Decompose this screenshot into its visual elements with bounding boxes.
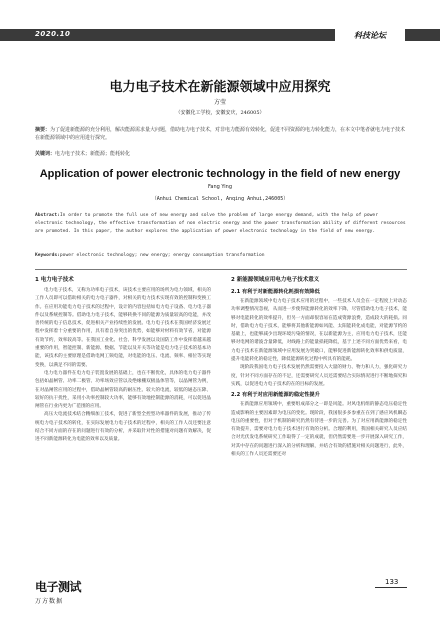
page-number: 133: [385, 578, 399, 586]
issue-date: 2020.10: [35, 30, 71, 38]
paragraph: 电力电子技术，又称为功率电子技术，该技术主要应用的场所为电力领域，相关的工作人员即可以借助相关的电力电子器件，对相关的电力技术实现有效的控制和变换工作。在应用功能电力电子技术的过程中，设计的内容包括如电力电子设备、电力电子器件以及系统控制等。借助电力电子技术，能够转换不同的能源为质量较高的电能，并改善传统的电子信息技术，促进相关产业持续性的发展。电力电子技术在我国经济发展过程中发挥着十分重要的作用，具有着自身突出的优势，如能够对材料有效节省，对能源有效节约，效率较高等。在我国工业化、社会、科学发展以及国防工作中发挥着越来越重要的作用，智能控制、新能源、数据、节能以及开关等功能是电力电子技术的基本功能，该技术的主要原理是借助电网工频电能，对电能的电压、电流、频率、相位等实现变换，以满足不同的需要。: [35, 288, 211, 368]
paragraph: 高压大电流技术结合精细加工技术，促进了新型全控型功率器件的发展，推动了传统电力电子技术的转化，在实际发展电力电子技术的过程中，相关的工作人员还要注意结合不同方面的存在的问题进行有效的分析，并采取针对性的措施对问题有效解决，促进不同新能源转化为电能的效率以及质量。: [35, 412, 211, 443]
paper-title-cn: 电力电子技术在新能源领域中应用探究: [109, 80, 331, 95]
affiliation-cn: （安徽化工学校，安徽安庆，246005）: [175, 110, 265, 116]
author-en: Fang Ying: [207, 184, 233, 190]
keywords-label-en: Keywords:: [35, 253, 60, 258]
section-2-heading: 2 新能源领域应用电力电子技术意义: [231, 277, 320, 283]
abstract-en: [35, 212, 407, 236]
paragraph: 在新能源领域中电力电子技术应用的过程中，一些技术人员会在一定程度上对动态功率调整情况忽视，从而进一步使得能源转化的效率下降，尽管借助电力电子技术，能够对电能转化的效率提升，但另一方面却很容易在造成资源浪费，造成较大的耗损。同时，借助电力电子技术，能够将其他新能源如风能、太阳能转化成电能，对能源节约的基础上，也能够减少出现环境污染的情况，在以新能源为主，应用电力电子技术，还能够对电网的谐波含量降低，对线路上的能量损耗降低，基于上述不同方面优势来看，电力电子技术在新能源领域中应用发展为突破口，能够促进新能源转化效率和供电质量，提升电能转化的稳定性，降低能源转化过程中所具有的能耗。: [231, 299, 407, 363]
keywords-label-cn: 关键词：: [35, 151, 56, 157]
paragraph: 现阶段我国电力电子技术发展仍然需要投入大量的财力、物力和人力，强化研究力度，针对不同方面存在的不足，还需要研究人员还需要结合实际情况进行不断地探究和实践，以促进电力电子技术的在的目标的发展。: [231, 365, 407, 387]
right-column: [231, 275, 407, 459]
author-cn: 方莹: [213, 99, 226, 106]
keywords-text-en: power electronic technology; new energy; energy consumption transformation: [59, 253, 265, 258]
keywords-cn: [35, 150, 407, 158]
section-2-1-heading: 2.1 有利于对新能源转化耗损有效降低: [231, 289, 320, 295]
abstract-label-cn: 摘要：: [35, 127, 51, 133]
paragraph: 在新能源应用领域中，重要组成部分之一即是风能。对风电机组的静态电压稳定性造成影响的主要因素即为电压的变化。现阶段，我国很多多参重在在到了感应风机瞬态电压的重要性，但对于机制的研究仍然有待进一步的完善。为了对应用新能源的稳定性有效提升，需要对电力电子技术进行有效的分析。合理的利用，我国相关研究人员应结合对光伏发电系统研究工作取得了一定的成就，但仍然需要进一步开展深入研究工作，对其中存在的问题进行深入的分析和理解，并结合有效的措施对相关问题进行，此外，相关的工作人员还需要还对: [231, 402, 407, 458]
left-column: [35, 275, 211, 445]
paragraph: 电力电力器件在电力电子装置发展的基础上，也在不断优化，具体的电力电子器件包括如晶闸管、功率二极管、功率场效应管以及绝缘栅双极晶体管等，以晶闸管为例，在对晶闸管应用的过程中，借助晶闸管较高的耐压性、较大的电流，较低的通态压降、较好的抗干扰性，采用小功率控制较大功率，能够有效地控制能源的消耗，可以促进晶闸管在行业内更为广范围的应用。: [35, 370, 211, 410]
section-1-heading: 1 电力电子技术: [35, 277, 74, 283]
database-watermark: 万方数据: [35, 598, 64, 605]
section-2-2-heading: 2.2 有利于对应用新能源的稳定性提升: [231, 392, 320, 399]
abstract-cn: [35, 126, 407, 143]
column-name: 科技论坛: [335, 28, 405, 42]
page-number-rule: [375, 587, 407, 588]
paper-title-en: Application of power electronic technology in the field of new energy: [39, 168, 401, 180]
section-divider: [35, 269, 407, 270]
abstract-label-en: Abstract:: [35, 213, 60, 218]
journal-logo: 电子测试: [35, 580, 82, 594]
abstract-text-en: In order to promote the full use of new energy and solve the problem of large energy demand, with the help of power electronic technology, the effective transformation of non electric energy and the power transformation ability of different resources are promoted. In this paper, the author explores the application of power electronic technology in the field of new energy.: [35, 213, 406, 235]
abstract-text-cn: 为了促进新能源的充分利用，解决能源需求量大问题，借助电力电子技术，对非电力能源有效转化，促进不同资源的电力转化能力，在本文中笔者就电力电子技术在新能源领域中的应用进行探究。: [35, 127, 406, 142]
affiliation-en: （Anhui Chemical School, Anqing Anhui,246005）: [151, 196, 289, 202]
keywords-en: [35, 252, 407, 260]
keywords-text-cn: 电力电子技术；新能源；能耗转化: [55, 151, 131, 157]
